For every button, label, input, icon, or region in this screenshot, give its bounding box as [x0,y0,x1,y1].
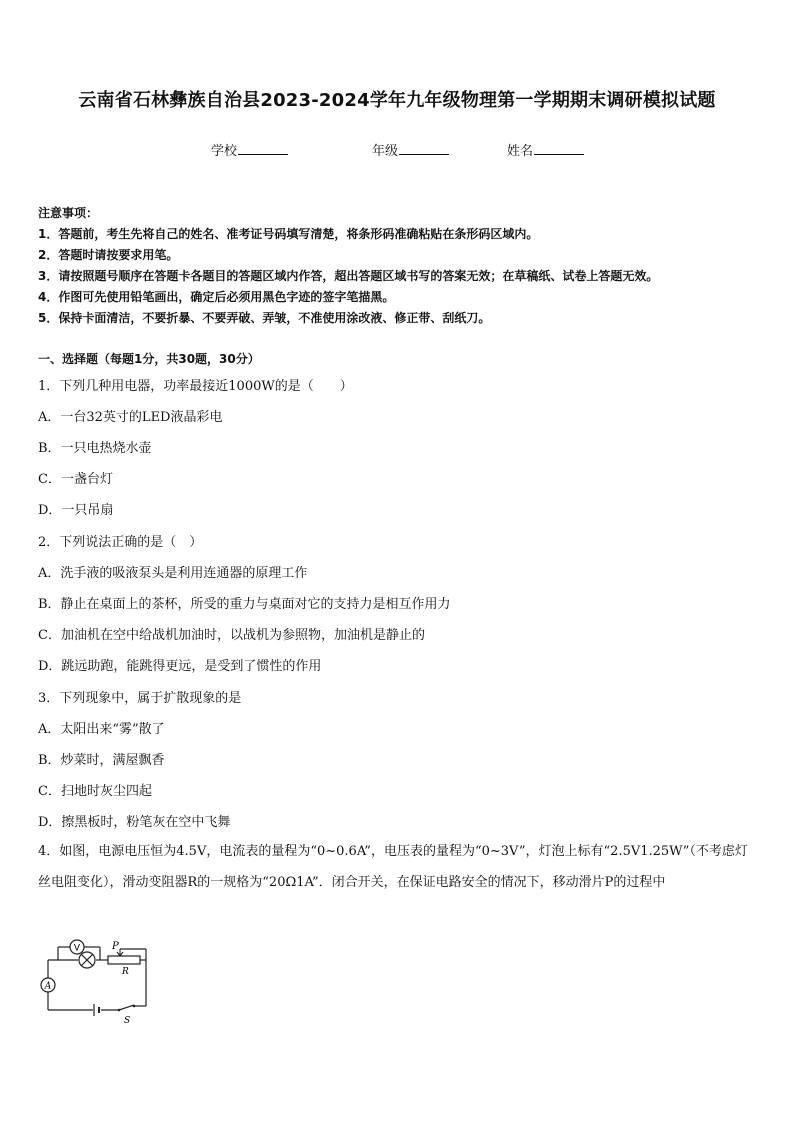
question-option: C．一盏台灯 [38,472,113,487]
school-blank [238,142,288,155]
section-heading: 一、选择题（每题1分，共30题，30分） [38,352,260,366]
question-option: B．一只电热烧水壶 [38,441,152,456]
ammeter-label: A [44,981,52,992]
question-stem: 4．如图，电源电压恒为4.5V，电流表的量程为“0~0.6A”，电压表的量程为“0~3V”，灯泡上标有“2.5V1.25W”（不考虑灯丝电阻变化），滑动变阻器R的一规格为“20Ω1A”．闭合开关，在保证电路安全的情况下，移动滑片P的过程中 [38,844,748,890]
voltmeter-label: V [73,943,81,954]
slider-label: P [112,941,119,952]
name-blank [534,142,584,155]
grade-label: 年级 [372,144,399,159]
question-option: C．加油机在空中给战机加油时，以战机为参照物，加油机是静止的 [38,628,425,643]
question-option: A．太阳出来“雾”散了 [38,722,165,737]
question-option: B．静止在桌面上的茶杯，所受的重力与桌面对它的支持力是相互作用力 [38,597,451,612]
resistor-label: R [122,967,129,977]
notes-heading: 注意事项： [38,206,99,220]
note-item: 2．答题时请按要求用笔。 [38,248,179,262]
circuit-diagram [38,935,158,1025]
lamp-icon [79,952,95,968]
question-option: D．一只吊扇 [38,503,114,518]
question-stem: 1．下列几种用电器，功率最接近1000W的是（ ） [38,379,353,394]
question-option: C．扫地时灰尘四起 [38,784,152,799]
question-stem: 3．下列现象中，属于扩散现象的是 [38,691,242,706]
switch-label: S [124,1016,131,1025]
school-field [211,140,288,159]
name-field [507,140,584,159]
grade-blank [399,142,449,155]
page-title: 云南省石林彝族自治县2023-2024学年九年级物理第一学期期末调研模拟试题 [78,90,716,111]
note-item: 3．请按照题号顺序在答题卡各题目的答题区域内作答，超出答题区域书写的答案无效；在草稿纸、试卷上答题无效。 [38,269,659,283]
note-item: 5．保持卡面清洁，不要折暴、不要弄破、弄皱，不准使用涂改液、修正带、刮纸刀。 [38,311,491,325]
battery-icon [94,1004,99,1016]
switch-icon [118,1005,136,1012]
note-item: 1．答题前，考生先将自己的姓名、准考证号码填写清楚，将条形码准确粘贴在条形码区域内。 [38,227,539,241]
question-option: B．炒菜时，满屋飘香 [38,753,165,768]
rheostat-icon [108,956,140,964]
note-item: 4．作图可先使用铅笔画出，确定后必须用黑色字迹的签字笔描黑。 [38,290,395,304]
school-label: 学校 [211,144,238,159]
question-option: D．跳远助跑，能跳得更远，是受到了惯性的作用 [38,659,322,674]
name-label: 姓名 [507,144,534,159]
question-option: D．擦黑板时，粉笔灰在空中飞舞 [38,815,231,830]
grade-field [372,140,449,159]
question-option: A．洗手液的吸液泵头是利用连通器的原理工作 [38,566,308,581]
question-option: A．一台32英寸的LED液晶彩电 [38,410,223,425]
question-stem: 2．下列说法正确的是（ ） [38,535,203,550]
